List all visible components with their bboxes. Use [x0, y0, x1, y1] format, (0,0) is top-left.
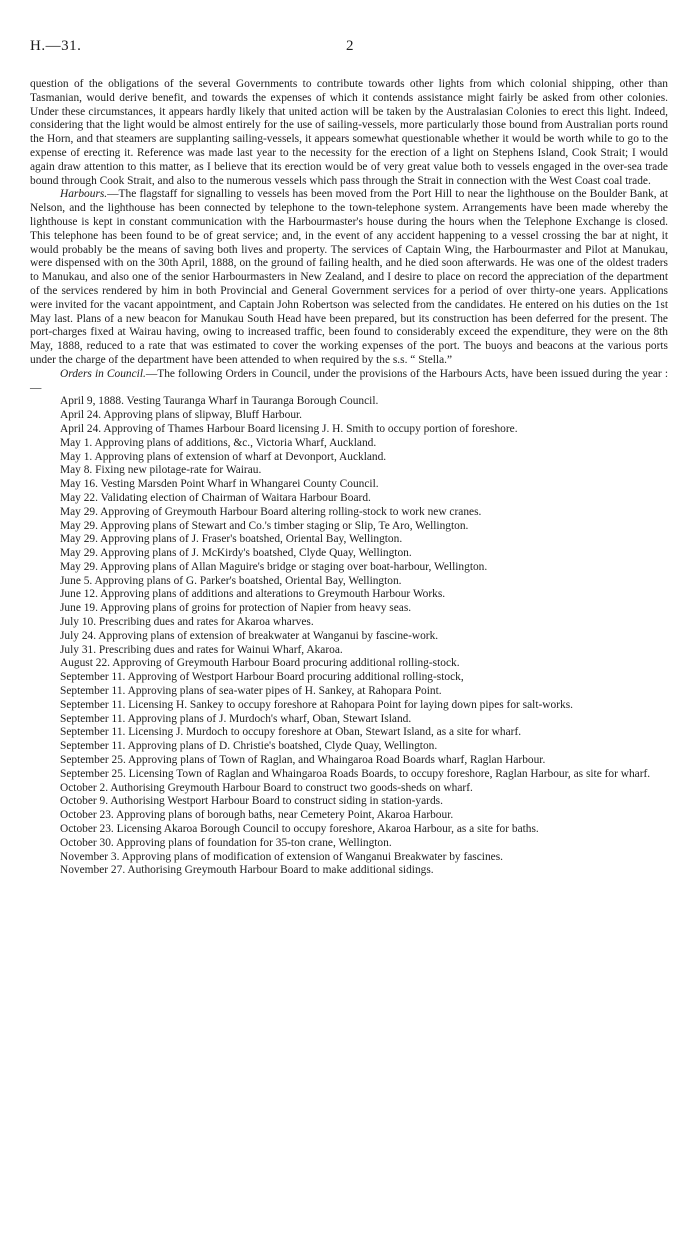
harbours-text: —The flagstaff for signalling to vessels has been moved from the Port Hill to near the lighthouse on the Boulder Bank, at Nelson, and the lighthouse has been connected by telephone to the town-telephone system. Arrangements have been made whereby the lighthouse is kept in constant communication with the Harbourmaster's house during the hours when the Telephone Exchange is closed. This telephone has been found to be of great service; and, in the event of any accident happening to a vessel crossing the bar at night, it would probably be the means of saving both lives and property. The services of Captain Wing, the Harbourmaster and Pilot at Manukau, were dispensed with on the 30th April, 1888, on the ground of failing health, and he died soon afterwards. He was one of the oldest traders to Manukau, and also one of the senior Harbourmasters in New Zealand, and I desire to place on record the appreciation of the department of the services rendered by him in both Provincial and General Government services for a period of over thirty-one years. Applications were invited for the vacant appointment, and Captain John Robertson was selected from the candidates. He entered on his duties on the 1st May last. Plans of a new beacon for Manukau South Head have been prepared, but its construction has been deferred for the present. The port-charges fixed at Wairau having, owing to increased traffic, been found to considerably exceed the expenditure, they were on the 8th May, 1888, reduced to a rate that was estimated to cover the working expenses of the port. The buoys and beacons at the various ports under the charge of the department have been attended to when required by the s.s. “ Stella.” [30, 188, 668, 366]
document-body [30, 78, 668, 878]
section-lead-orders: Orders in Council. [60, 367, 146, 380]
order-item: September 11. Licensing J. Murdoch to occupy foreshore at Oban, Stewart Island, as a site for wharf. [60, 726, 522, 739]
order-item: September 11. Approving plans of D. Christie's boatshed, Clyde Quay, Wellington. [60, 740, 438, 753]
document-code: H.—31. [30, 38, 82, 54]
order-item: September 11. Approving of Westport Harbour Board procuring additional rolling-stock, [60, 671, 464, 684]
order-item: May 1. Approving plans of extension of wharf at Devonport, Auckland. [60, 450, 387, 463]
order-item: November 27. Authorising Greymouth Harbour Board to make additional sidings. [60, 864, 434, 877]
order-item: September 11. Approving plans of sea-water pipes of H. Sankey, at Rahopara Point. [60, 685, 442, 698]
order-item: June 5. Approving plans of G. Parker's boatshed, Oriental Bay, Wellington. [60, 574, 402, 587]
order-item: July 10. Prescribing dues and rates for Akaroa wharves. [60, 616, 314, 629]
order-item: May 29. Approving plans of J. Fraser's boatshed, Oriental Bay, Wellington. [60, 533, 403, 546]
order-item: September 25. Licensing Town of Raglan and Whaingaroa Roads Boards, to occupy foreshore, Raglan Harbour, as site for wharf. [60, 767, 651, 780]
orders-list [30, 395, 668, 878]
section-lead-harbours: Harbours. [60, 188, 108, 201]
order-item: May 22. Validating election of Chairman of Waitara Harbour Board. [60, 491, 371, 504]
order-item: May 8. Fixing new pilotage-rate for Wairau. [60, 464, 262, 477]
order-item: August 22. Approving of Greymouth Harbour Board procuring additional rolling-stock. [60, 657, 460, 670]
order-item: November 3. Approving plans of modification of extension of Wanganui Breakwater by fascines. [60, 850, 503, 863]
orders-intro-text: —The following Orders in Council, under the provisions of the Harbours Acts, have been issued during the year :— [30, 367, 668, 394]
order-item: September 11. Licensing H. Sankey to occupy foreshore at Rahopara Point for laying down pipes for salt-works. [60, 698, 573, 711]
order-item: April 24. Approving of Thames Harbour Board licensing J. H. Smith to occupy portion of foreshore. [60, 422, 518, 435]
paragraph-harbours [30, 188, 668, 367]
order-item: September 11. Approving plans of J. Murdoch's wharf, Oban, Stewart Island. [60, 712, 412, 725]
order-item: April 24. Approving plans of slipway, Bluff Harbour. [60, 409, 303, 422]
order-item: May 29. Approving plans of Stewart and Co.'s timber staging or Slip, Te Aro, Wellington. [60, 519, 469, 532]
order-item: July 24. Approving plans of extension of breakwater at Wanganui by fascine-work. [60, 629, 439, 642]
paragraph-orders-in-council [30, 368, 668, 396]
order-item: October 2. Authorising Greymouth Harbour Board to construct two goods-sheds on wharf. [60, 781, 473, 794]
paragraph-lights: question of the obligations of the several Governments to contribute towards other lights from which colonial shipping, other than Tasmanian, would derive benefit, and towards the expenses of which it contends assistance might fairly be asked from other colonies. Under these circumstances, it appears hardly likely that united action will be taken by the Australasian Colonies to erect this light. Indeed, considering that the light would be almost entirely for the use of sailing-vessels, more particularly those bound from Australian ports round the Horn, and that steamers are supplanting sailing-vessels, it appears somewhat questionable whether it would be worth while to go to the expense of erecting it. Reference was made last year to the necessity for the erection of a light on Stephens Island, Cook Strait; I would again draw attention to this matter, as I believe that its erection would be of very great value both to vessels engaged in the over-sea trade bound through Cook Strait, and also to the numerous vessels which pass through the Strait in connection with the West Coast coal trade. [30, 78, 668, 187]
page-number: 2 [346, 38, 354, 54]
order-item: June 19. Approving plans of groins for protection of Napier from heavy seas. [60, 602, 412, 615]
order-item: May 29. Approving plans of J. McKirdy's boatshed, Clyde Quay, Wellington. [60, 547, 412, 560]
order-item: May 29. Approving of Greymouth Harbour Board altering rolling-stock to work new cranes. [60, 505, 482, 518]
order-item: October 9. Authorising Westport Harbour Board to construct siding in station-yards. [60, 795, 443, 808]
order-item: June 12. Approving plans of additions and alterations to Greymouth Harbour Works. [60, 588, 446, 601]
order-item: May 1. Approving plans of additions, &c., Victoria Wharf, Auckland. [60, 436, 377, 449]
order-item: May 16. Vesting Marsden Point Wharf in Whangarei County Council. [60, 478, 379, 491]
order-item: October 23. Approving plans of borough baths, near Cemetery Point, Akaroa Harbour. [60, 809, 454, 822]
order-item: May 29. Approving plans of Allan Maguire's bridge or staging over boat-harbour, Wellington. [60, 560, 488, 573]
order-item: October 23. Licensing Akaroa Borough Council to occupy foreshore, Akaroa Harbour, as a site for baths. [60, 823, 539, 836]
order-item: July 31. Prescribing dues and rates for Wainui Wharf, Akaroa. [60, 643, 343, 656]
order-item: September 25. Approving plans of Town of Raglan, and Whaingaroa Road Boards wharf, Raglan Harbour. [60, 754, 546, 767]
order-item: April 9, 1888. Vesting Tauranga Wharf in Tauranga Borough Council. [60, 395, 379, 408]
order-item: October 30. Approving plans of foundation for 35-ton crane, Wellington. [60, 836, 392, 849]
